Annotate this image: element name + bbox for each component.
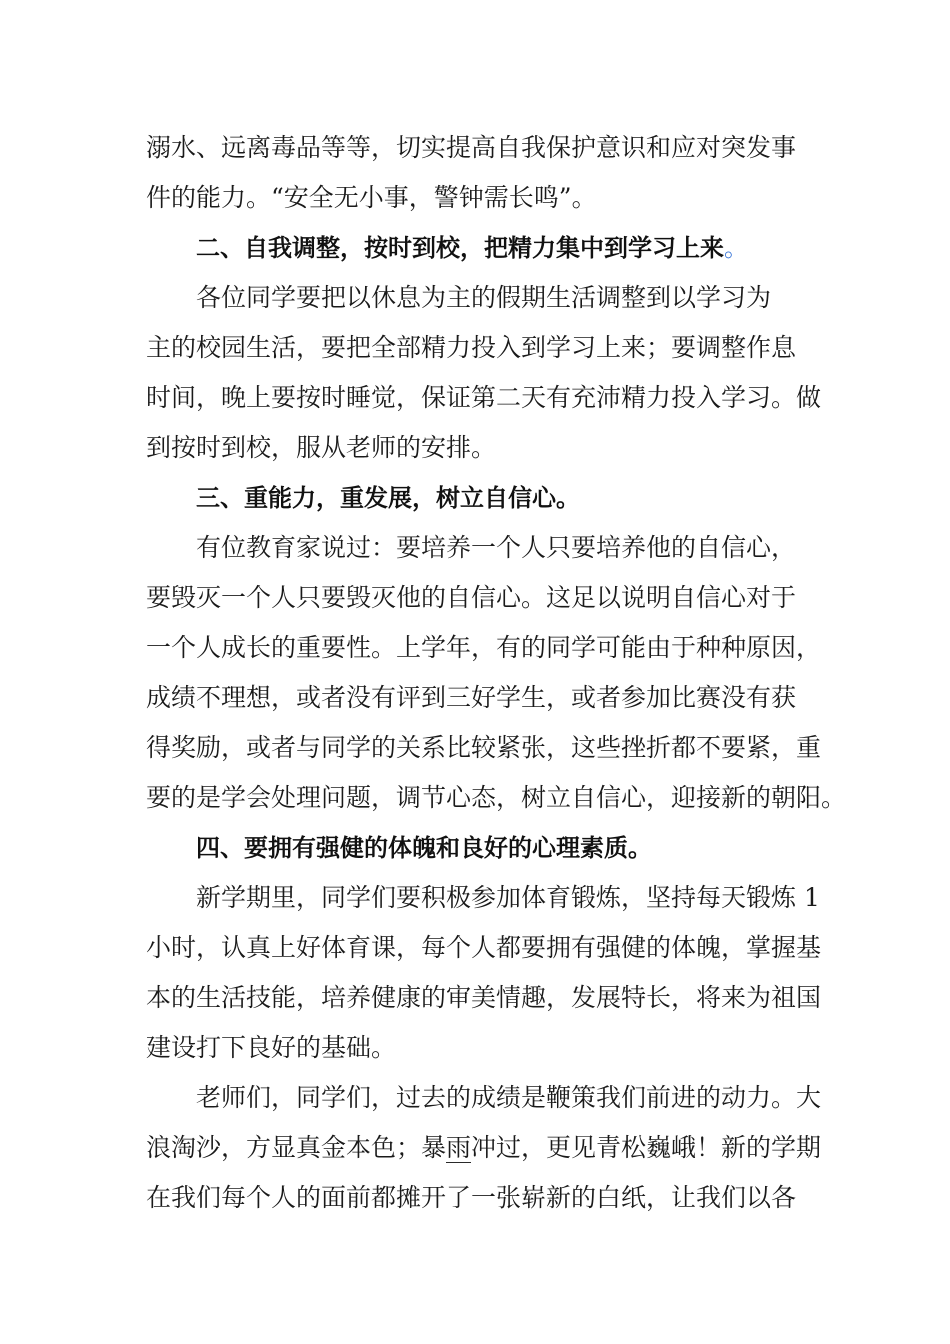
heading-period: 。 xyxy=(724,234,748,262)
section-heading-2 xyxy=(196,228,748,268)
text-line: 新学期里，同学们要积极参加体育锻炼，坚持每天锻炼 1 xyxy=(196,883,820,912)
text-segment: 浪淘沙，方显真金本色；暴 xyxy=(146,1133,447,1162)
text-line: 小时，认真上好体育课，每个人都要拥有强健的体魄，掌握基 xyxy=(146,933,822,962)
text-line: 老师们，同学们，过去的成绩是鞭策我们前进的动力。大 xyxy=(196,1083,822,1112)
text-line: 建设打下良好的基础。 xyxy=(146,1033,397,1062)
text-line: 成绩不理想，或者没有评到三好学生，或者参加比赛没有获 xyxy=(146,683,797,712)
text-line: 溺水、远离毒品等等，切实提高自我保护意识和应对突发事 xyxy=(146,133,797,162)
text-line: 要毁灭一个人只要毁灭他的自信心。这足以说明自信心对于 xyxy=(146,583,797,612)
text-line: 时间，晚上要按时睡觉，保证第二天有充沛精力投入学习。做 xyxy=(146,383,822,412)
text-segment: 冲过，更见青松巍峨！新的学期 xyxy=(471,1133,822,1162)
text-line: 件的能力。“安全无小事，警钟需长鸣”。 xyxy=(146,183,597,212)
section-heading-3: 三、重能力，重发展，树立自信心。 xyxy=(196,484,580,512)
text-line xyxy=(146,1128,821,1168)
text-line: 主的校园生活，要把全部精力投入到学习上来；要调整作息 xyxy=(146,333,797,362)
text-line: 到按时到校，服从老师的安排。 xyxy=(146,433,497,462)
text-line: 在我们每个人的面前都摊开了一张崭新的白纸，让我们以各 xyxy=(146,1183,797,1212)
text-line: 本的生活技能，培养健康的审美情趣，发展特长，将来为祖国 xyxy=(146,983,822,1012)
text-line: 要的是学会处理问题，调节心态，树立自信心，迎接新的朝阳。 xyxy=(146,783,847,812)
text-line: 一个人成长的重要性。上学年，有的同学可能由于种种原因， xyxy=(146,633,822,662)
text-line: 各位同学要把以休息为主的假期生活调整到以学习为 xyxy=(196,283,772,312)
heading-text: 二、自我调整，按时到校，把精力集中到学习上来 xyxy=(196,234,724,262)
underlined-char: 雨 xyxy=(446,1133,472,1162)
text-line: 有位教育家说过：要培养一个人只要培养他的自信心， xyxy=(196,533,797,562)
text-line: 得奖励，或者与同学的关系比较紧张，这些挫折都不要紧，重 xyxy=(146,733,822,762)
section-heading-4: 四、要拥有强健的体魄和良好的心理素质。 xyxy=(196,834,652,862)
